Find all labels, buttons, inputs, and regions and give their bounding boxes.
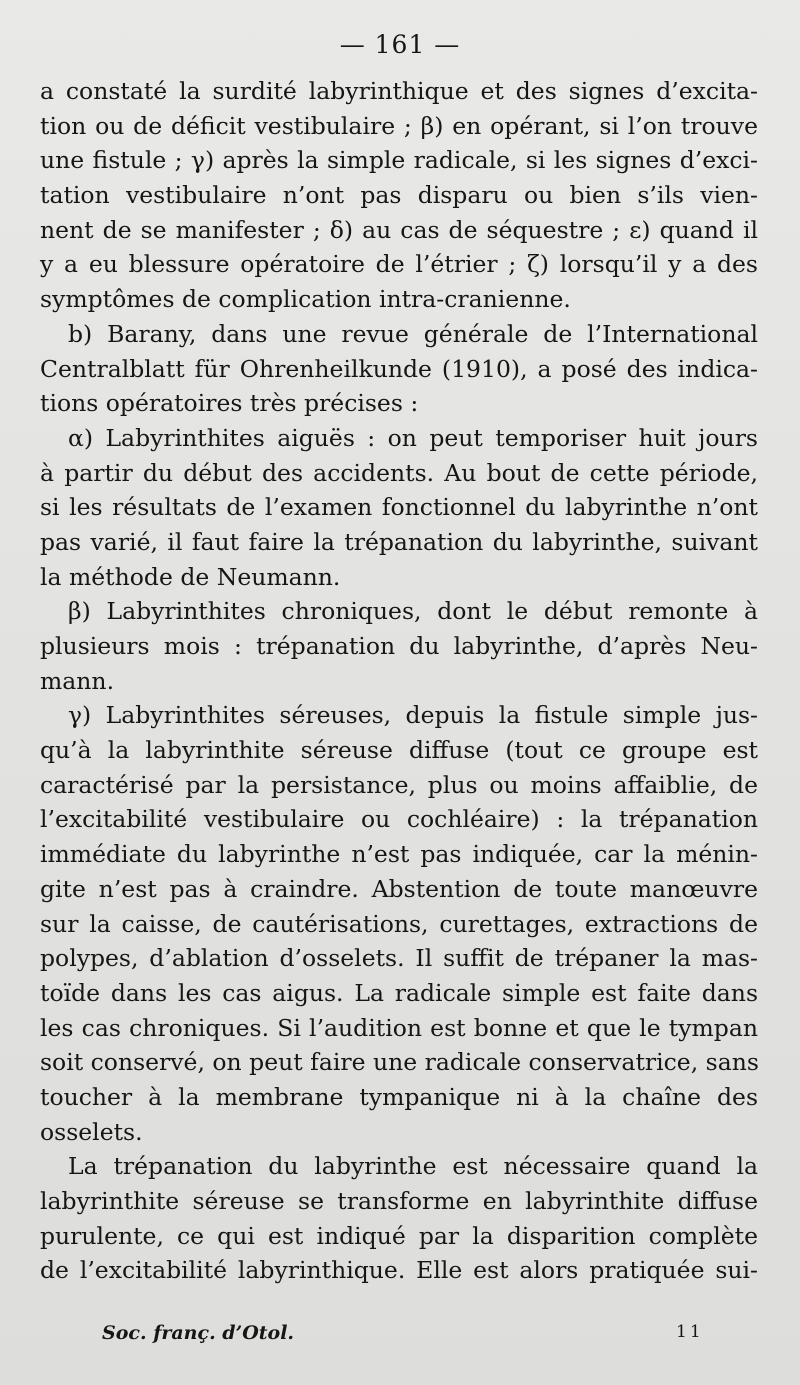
text-line: qu’à la labyrinthite séreuse diffuse (tout ce groupe est [40,736,758,765]
text-line: γ) Labyrinthites séreuses, depuis la fistule simple jus- [68,701,758,730]
text-line: La trépanation du labyrinthe est nécessaire quand la [68,1152,758,1181]
text-line: y a eu blessure opératoire de l’étrier ; ζ) lorsqu’il y a des [40,250,758,279]
body-text [40,74,758,1288]
text-line: la méthode de Neumann. [40,562,341,591]
text-line: l’excitabilité vestibulaire ou cochléaire) : la trépanation [40,805,758,834]
text-line: à partir du début des accidents. Au bout de cette période, [40,458,758,487]
text-line: toïde dans les cas aigus. La radicale simple est faite dans [40,978,758,1007]
page-number: — 161 — [339,30,461,59]
text-line: labyrinthite séreuse se transforme en labyrinthite diffuse [40,1187,758,1215]
text-line: nent de se manifester ; δ) au cas de séquestre ; ε) quand il [40,215,758,244]
text-line: plusieurs mois : trépanation du labyrinthe, d’après Neu- [40,632,758,660]
text-line: immédiate du labyrinthe n’est pas indiquée, car la ménin- [40,840,758,869]
text-line: une fistule ; γ) après la simple radicale, si les signes d’exci- [40,146,758,175]
text-line: mann. [40,666,115,695]
text-line: purulente, ce qui est indiqué par la disparition complète [40,1221,758,1250]
text-line: Centralblatt für Ohrenheilkunde (1910), a posé des indica- [40,354,758,383]
text-line: les cas chroniques. Si l’audition est bonne et que le tympan [40,1013,758,1042]
text-line: polypes, d’ablation d’osselets. Il suffit de trépaner la mas- [40,944,758,973]
text-line: tions opératoires très précises : [40,389,419,418]
text-line: osselets. [40,1117,143,1146]
footer-sheet-number: 11 [676,1322,704,1342]
text-line: symptômes de complication intra-cranienne. [40,285,571,314]
text-line: soit conservé, on peut faire une radicale conservatrice, sans [40,1048,759,1077]
text-line: b) Barany, dans une revue générale de l’International [68,319,758,348]
text-line: sur la caisse, de cautérisations, curettages, extractions de [40,909,758,938]
text-line: β) Labyrinthites chroniques, dont le début remonte à [68,597,758,626]
text-line: toucher à la membrane tympanique ni à la chaîne des [40,1082,758,1111]
text-line: tion ou de déficit vestibulaire ; β) en opérant, si l’on trouve [40,111,758,140]
text-line: si les résultats de l’examen fonctionnel du labyrinthe n’ont [40,493,758,522]
text-line: pas varié, il faut faire la trépanation du labyrinthe, suivant [40,527,758,556]
text-line: α) Labyrinthites aiguës : on peut temporiser huit jours [68,423,758,452]
text-line: a constaté la surdité labyrinthique et des signes d’excita- [40,77,758,105]
footer-signature: Soc. franç. d’Otol. [102,1322,295,1344]
text-line: gite n’est pas à craindre. Abstention de toute manœuvre [40,874,758,903]
text-line: tation vestibulaire n’ont pas disparu ou bien s’ils vien- [40,181,758,210]
text-line: caractérisé par la persistance, plus ou moins affaiblie, de [40,770,758,799]
text-line: de l’excitabilité labyrinthique. Elle est alors pratiquée sui- [40,1256,758,1285]
